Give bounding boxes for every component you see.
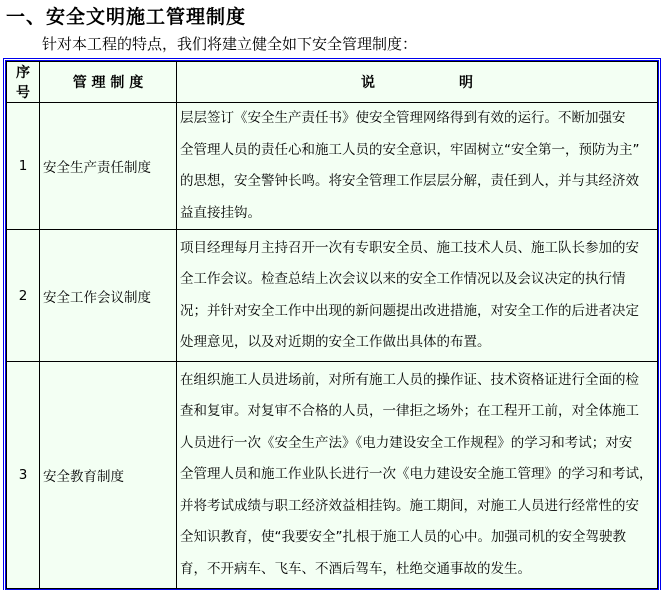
row-system-name: 安全工作会议制度 [40,230,177,362]
row-description [177,103,658,230]
row-description [177,362,658,589]
table-header-row [7,62,658,103]
table-row [7,362,658,589]
section-heading: 一、安全文明施工管理制度 [6,6,247,28]
description-line: 全知识教育，使“我要安全”扎根于施工人员的心中。加强司机的安全驾驶教 [180,529,626,546]
row-description [177,230,658,362]
description-line: 查和复审。对复审不合格的人员，一律拒之场外；在工程开工前，对全体施工 [180,403,639,420]
description-line: 全管理人员和施工作业队长进行一次《电力建设安全施工管理》的学习和考试， [180,466,653,483]
table-row [7,103,658,230]
row-number: 3 [7,362,40,589]
description-line: 人员进行一次《安全生产法》《电力建设安全工作规程》的学习和考试；对安 [180,434,633,451]
description-line: 况；并针对安全工作中出现的新问题提出改进措施，对安全工作的后进者决定 [180,302,639,319]
table-row [7,230,658,362]
description-line: 层层签订《安全生产责任书》使安全管理网络得到有效的运行。不断加强安 [180,110,626,126]
description-line: 在组织施工人员进场前，对所有施工人员的操作证、技术资格证进行全面的检 [180,371,639,388]
header-description: 说 明 [177,62,658,103]
row-system-name: 安全教育制度 [40,362,177,589]
description-line: 全管理人员的责任心和施工人员的安全意识，牢固树立“安全第一，预防为主” [180,141,640,158]
row-system-name: 安全生产责任制度 [40,103,177,230]
description-line: 全工作会议。检查总结上次会议以来的安全工作情况以及会议决定的执行情 [180,271,626,287]
header-system: 管 理 制 度 [40,62,177,103]
row-number: 1 [7,103,40,230]
description-line: 益直接挂钩。 [180,204,261,221]
description-line: 并将考试成绩与职工经济效益相挂钩。施工期间，对施工人员进行经常性的安 [180,497,639,514]
intro-paragraph: 针对本工程的特点，我们将建立健全如下安全管理制度： [42,35,418,53]
header-number: 序号 [7,62,40,103]
description-line: 的思想，安全警钟长鸣。将安全管理工作层层分解，责任到人，并与其经济效 [180,173,639,189]
description-line: 育，不开病车、飞车、不酒后驾车，杜绝交通事故的发生。 [180,560,531,577]
row-number: 2 [7,230,40,362]
description-line: 项目经理每月主持召开一次有专职安全员、施工技术人员、施工队长参加的安 [180,239,639,256]
safety-management-table [5,60,659,590]
description-line: 处理意见，以及对近期的安全工作做出具体的布置。 [180,334,491,350]
